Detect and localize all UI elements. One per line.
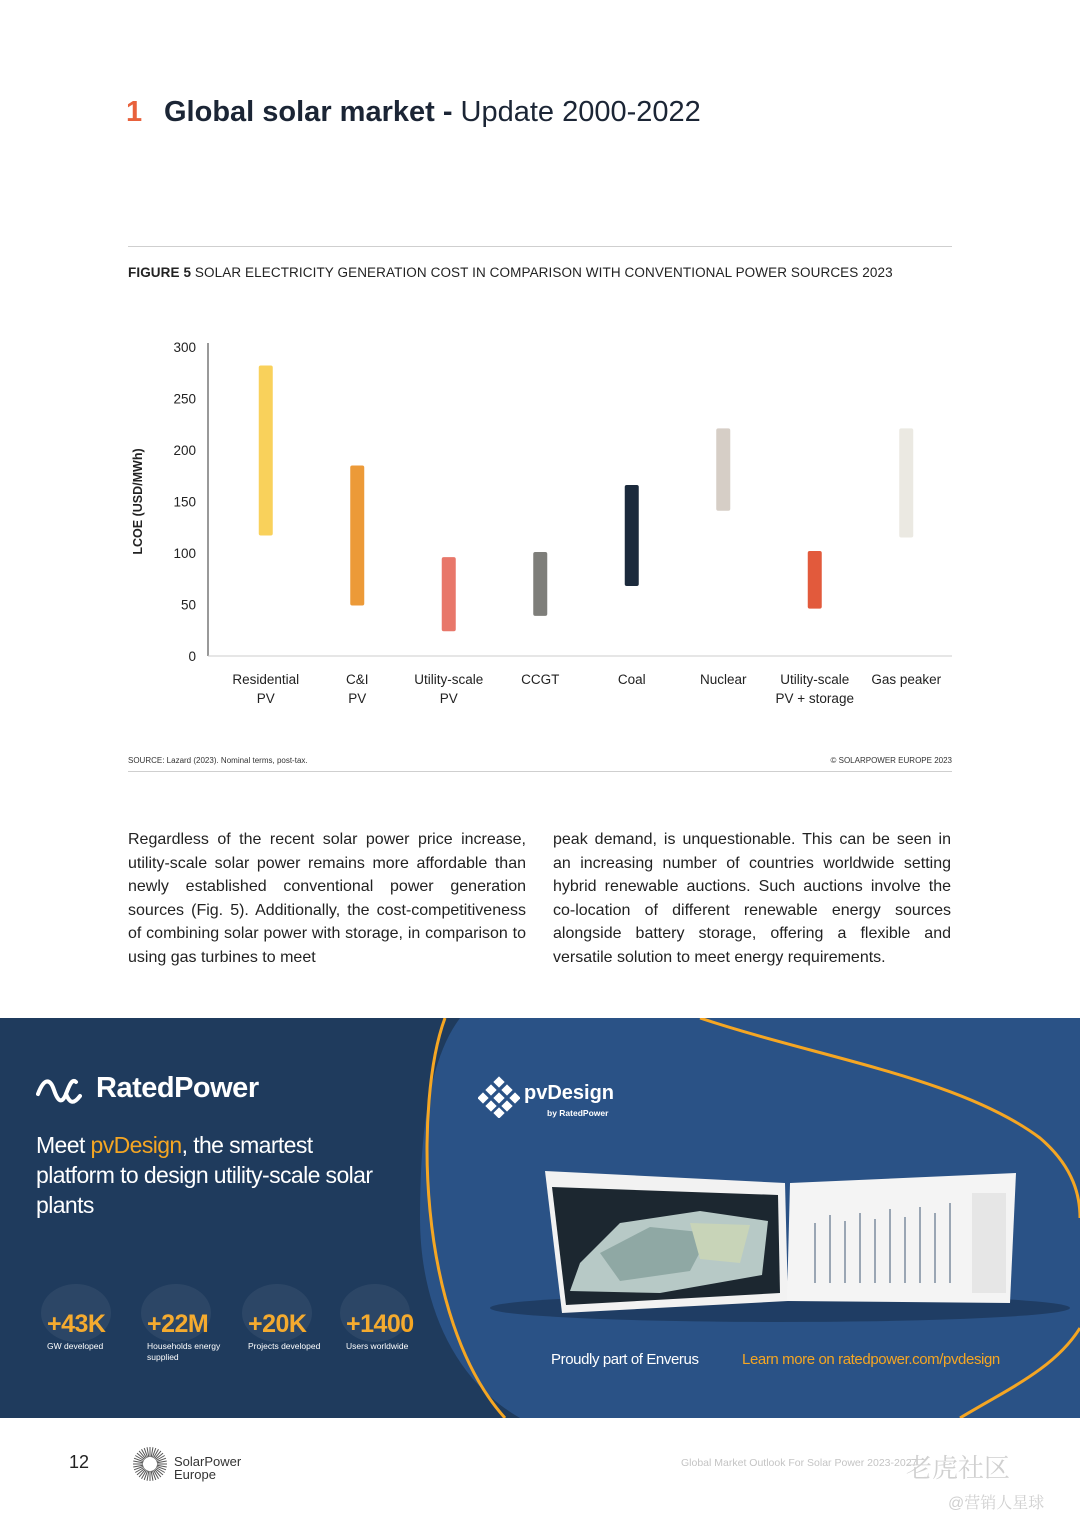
section-number: 1	[126, 96, 143, 128]
stat-value: +43K	[47, 1310, 106, 1338]
range-bar	[716, 428, 730, 510]
x-tick-label: PV	[256, 691, 275, 706]
page-number: 12	[69, 1452, 90, 1472]
title-regular: Update 2000-2022	[460, 96, 701, 128]
x-tick-label: C&I	[345, 672, 369, 687]
title-bold: Global solar market -	[164, 96, 461, 128]
x-tick-label: Utility-scale	[780, 672, 850, 687]
stat-label: Households energy supplied	[147, 1341, 221, 1362]
range-bar	[808, 551, 822, 609]
stat-gw-developed	[47, 1310, 147, 1352]
product-screenshots	[540, 1163, 1020, 1313]
figure-number: FIGURE 5	[128, 265, 192, 280]
stat-blob	[141, 1284, 211, 1342]
y-tick-label: 100	[173, 546, 196, 561]
x-tick-label: Nuclear	[699, 672, 747, 687]
y-axis-label: LCOE (USD/MWh)	[131, 448, 145, 555]
x-tick-label: PV + storage	[775, 691, 854, 706]
pvdesign-name: pvDesign	[524, 1082, 615, 1104]
stat-label: Projects developed	[248, 1341, 321, 1351]
page-title	[164, 96, 701, 129]
figure-caption-text: SOLAR ELECTRICITY GENERATION COST IN COMPARISON WITH CONVENTIONAL POWER SOURCES 2023	[191, 265, 893, 280]
body-text-column-2: peak demand, is unquestionable. This can be seen in an increasing number of countries worldwide setting hybrid renewable auctions. Such auctions involve the co-location of different renewable energy sources alongside battery storage, offering a flexible and versatile solution to meet energy requirements.	[553, 831, 951, 966]
ratedpower-logo-icon	[36, 1074, 82, 1108]
figure-bottom-rule	[128, 771, 952, 772]
learn-more-link[interactable]: Learn more on ratedpower.com/pvdesign	[742, 1351, 1000, 1368]
stat-label: Users worldwide	[346, 1341, 409, 1351]
lcoe-chart	[120, 320, 960, 720]
stat-value: +20K	[248, 1310, 307, 1338]
watermark-text: 老虎社区	[906, 1453, 1011, 1483]
headline-pre: Meet	[36, 1132, 91, 1158]
range-bar	[899, 428, 913, 537]
footer-document-title: Global Market Outlook For Solar Power 2023-2027	[681, 1457, 918, 1469]
y-tick-label: 300	[173, 340, 196, 355]
body-text-column-1: Regardless of the recent solar power price increase, utility-scale solar power remains more affordable than newly established conventional power generation sources (Fig. 5). Additionally, the cost-competitiveness of combining solar power with storage, in comparison to using gas turbines to meet	[128, 831, 526, 966]
figure-source: SOURCE: Lazard (2023). Nominal terms, post-tax.	[128, 756, 308, 765]
x-tick-label: Coal	[617, 672, 646, 687]
stat-value: +1400	[346, 1310, 414, 1338]
ratedpower-ad-banner[interactable]	[0, 1018, 1080, 1418]
headline-post: , the smartest platform to design utility-scale solar plants	[36, 1132, 373, 1218]
org-line-1: SolarPower	[174, 1454, 242, 1469]
x-tick-label: CCGT	[521, 672, 560, 687]
range-bar	[533, 552, 547, 616]
ratedpower-brand: RatedPower	[96, 1072, 259, 1104]
pvdesign-logo-icon	[478, 1076, 520, 1118]
stat-users	[346, 1310, 446, 1352]
stat-value: +22M	[147, 1310, 209, 1338]
org-line-2: Europe	[174, 1467, 216, 1482]
x-tick-label: Gas peaker	[871, 672, 942, 687]
watermark-handle: @营销人星球	[948, 1495, 1045, 1512]
pvdesign-byline: by RatedPower	[547, 1108, 609, 1118]
x-tick-label: Residential	[232, 672, 300, 687]
stat-projects	[248, 1310, 348, 1352]
ad-headline	[36, 1130, 396, 1220]
stat-blob	[340, 1284, 410, 1342]
y-tick-label: 0	[188, 649, 196, 664]
y-tick-label: 150	[173, 494, 196, 510]
stat-blob	[41, 1284, 111, 1342]
range-bar	[350, 465, 364, 605]
range-bar	[259, 366, 273, 536]
figure-caption	[128, 265, 893, 280]
x-tick-label: PV	[439, 691, 458, 706]
solarpower-europe-logo-text	[174, 1455, 241, 1481]
x-tick-label: PV	[348, 691, 367, 706]
figure-copyright: © SOLARPOWER EUROPE 2023	[830, 756, 952, 765]
laptop-screen-chart-view	[787, 1173, 1016, 1303]
laptop-screen-3d-view	[545, 1171, 788, 1313]
proudly-part-of-enverus: Proudly part of Enverus	[551, 1351, 699, 1368]
stat-label: GW developed	[47, 1341, 104, 1351]
stat-blob	[242, 1284, 312, 1342]
y-tick-label: 50	[180, 597, 196, 613]
range-bar	[625, 485, 639, 586]
solarpower-europe-sun-icon	[132, 1446, 168, 1482]
figure-top-rule	[128, 246, 952, 247]
y-tick-label: 200	[173, 443, 196, 458]
x-tick-label: Utility-scale	[414, 672, 484, 687]
range-bar	[442, 557, 456, 631]
stat-households	[147, 1310, 227, 1363]
y-tick-label: 250	[173, 391, 196, 407]
headline-highlight: pvDesign	[90, 1132, 182, 1158]
